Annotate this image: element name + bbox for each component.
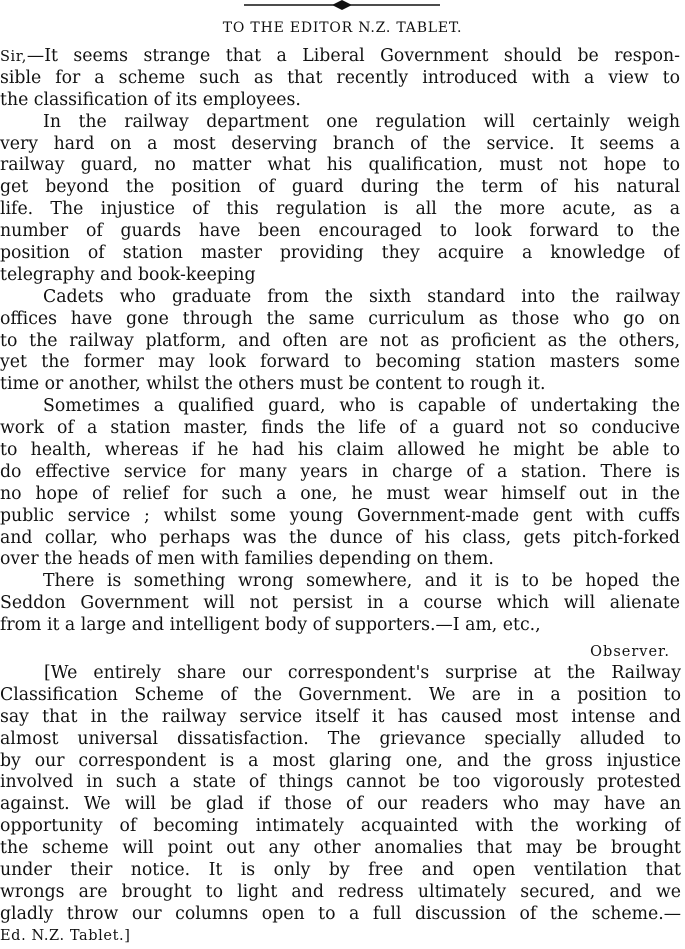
editor-note-line: say that in the railway service itself it has caused most intense and xyxy=(0,706,681,727)
letter-line: from it a large and intelligent body of supporters.—I am, etc., xyxy=(0,615,541,636)
editor-note-line: involved in such a state of things cannot be too vigorously protested xyxy=(0,772,681,793)
editor-note-line: [We entirely share our correspondent's surprise at the Railway xyxy=(44,663,681,683)
letter-line: Sometimes a qualified guard, who is capable of undertaking the xyxy=(43,396,680,417)
letter-line: and collar, who perhaps was the dunce of his class, gets pitch-forked xyxy=(0,527,680,548)
letter-line: sible for a scheme such as that recently introduced with a view to xyxy=(0,67,680,88)
editor-note-closing: Ed. N.Z. Tablet.] xyxy=(0,927,131,944)
editor-note-line: gladly throw our columns open to a full discussion of the scheme.— xyxy=(0,903,681,924)
letter-line: There is something wrong somewhere, and it is to be hoped the xyxy=(43,571,680,592)
editor-note-line: by our correspondent is a most glaring one, and the gross injustice xyxy=(0,750,681,771)
letter-line: to health, whereas if he had his claim allowed he might be able to xyxy=(0,440,680,461)
editor-note-line: wrongs are brought to light and redress ultimately secured, and we xyxy=(0,881,681,902)
letter-line: the classification of its employees. xyxy=(0,89,301,110)
editor-note-line: the scheme will point out any other anomalies that may be brought xyxy=(0,838,681,859)
editor-note-line: opportunity of becoming intimately acquainted with the working of xyxy=(0,816,681,837)
letter-line: no hope of relief for such a one, he must wear himself out in the xyxy=(0,483,680,504)
letter-line: very hard on a most deserving branch of the service. It seems a xyxy=(0,133,680,154)
letter-line: Sir,—It seems strange that a Liberal Government should be respon- xyxy=(0,46,680,66)
letter-line: position of station master providing they acquire a knowledge of xyxy=(0,243,680,264)
letter-line: number of guards have been encouraged to look forward to the xyxy=(0,221,680,242)
letter-line: get beyond the position of guard during the term of his natural xyxy=(0,177,680,198)
signature: Observer. xyxy=(590,644,670,661)
letter-line: over the heads of men with families depending on them. xyxy=(0,549,494,570)
editor-note xyxy=(0,663,681,948)
column-heading: TO THE EDITOR N.Z. TABLET. xyxy=(222,20,463,36)
editor-note-line: Classification Scheme of the Government. We are in a position to xyxy=(0,684,681,705)
letter-body xyxy=(0,46,680,664)
letter-line: offices have gone through the same curriculum as those who go on xyxy=(0,308,680,329)
letter-line: Cadets who graduate from the sixth standard into the railway xyxy=(43,286,680,307)
letter-line: In the railway department one regulation will certainly weigh xyxy=(43,111,680,132)
letter-line: time or another, whilst the others must be content to rough it. xyxy=(0,374,546,395)
letter-line: Seddon Government will not persist in a course which will alienate xyxy=(0,593,680,614)
letter-line: work of a station master, finds the life of a guard not so conducive xyxy=(0,418,680,439)
letter-line: life. The injustice of this regulation is all the more acute, as a xyxy=(0,199,680,220)
editor-note-line: against. We will be glad if those of our readers who may have an xyxy=(0,794,681,815)
ornament-rule-icon xyxy=(244,0,440,12)
editor-note-line: almost universal dissatisfaction. The grievance specially alluded to xyxy=(0,728,681,749)
editor-note-line: under their notice. It is only by free and open ventilation that xyxy=(0,860,681,881)
letter-line: telegraphy and book-keeping xyxy=(0,264,256,285)
letter-line: do effective service for many years in charge of a station. There is xyxy=(0,461,680,482)
letter-line: railway guard, no matter what his qualification, must not hope to xyxy=(0,155,680,176)
letter-line: public service ; whilst some young Government-made gent with cuffs xyxy=(0,505,680,526)
salutation: Sir, xyxy=(0,49,27,65)
letter-line: yet the former may look forward to becoming station masters some xyxy=(0,352,680,373)
letter-line: to the railway platform, and often are not as proficient as the others, xyxy=(0,330,680,351)
